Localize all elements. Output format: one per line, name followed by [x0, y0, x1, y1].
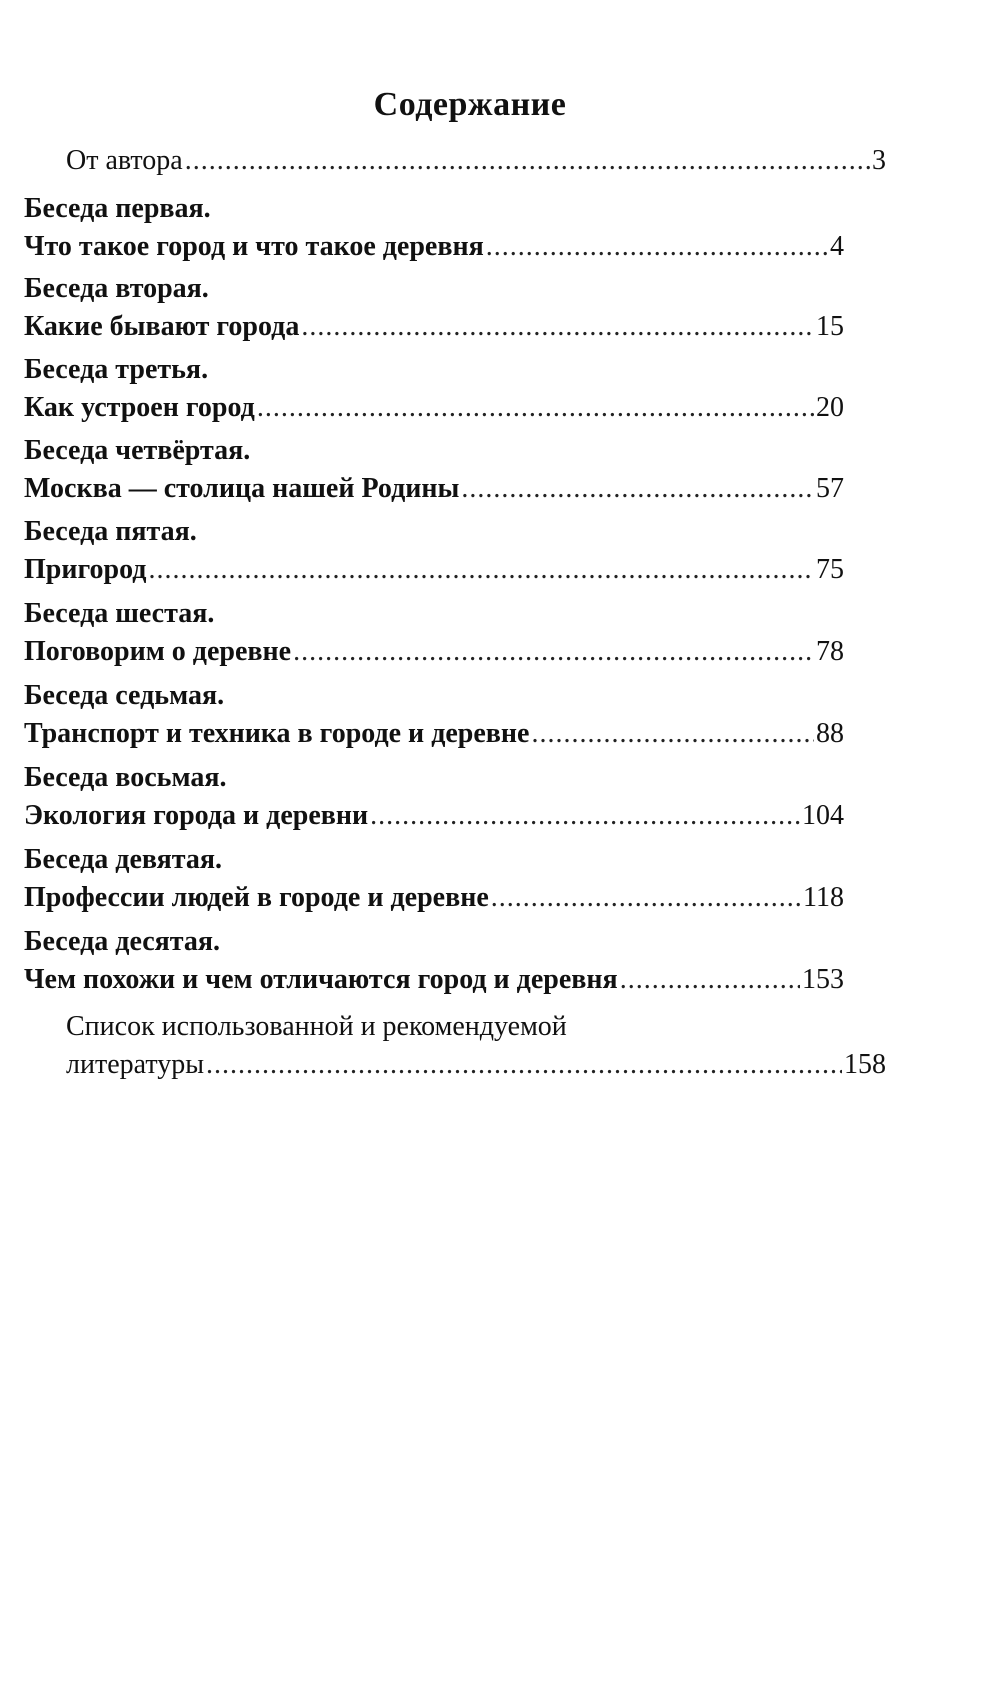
toc-entry-4: [24, 432, 844, 508]
toc-line: [24, 879, 844, 917]
dot-leader: [148, 551, 814, 589]
toc-entry-10: [24, 923, 844, 999]
toc-page-number: 20: [816, 392, 844, 423]
toc-entry-title: литературы: [66, 1049, 205, 1080]
toc-entry-title: Пригород: [24, 554, 147, 585]
toc-line: [24, 228, 844, 266]
toc-page-number: 78: [816, 636, 844, 667]
toc-entry-7: [24, 677, 844, 753]
toc-chapter-heading: Беседа шестая.: [24, 598, 215, 629]
dot-leader: [620, 961, 800, 999]
page-title: Содержание: [373, 86, 567, 123]
toc-entry-bibliography: [24, 1008, 886, 1084]
toc-page-number: 153: [802, 964, 844, 995]
toc-chapter-heading: Беседа восьмая.: [24, 762, 227, 793]
toc-chapter-heading: Беседа пятая.: [24, 516, 197, 547]
dot-leader: [257, 389, 814, 427]
toc-page-number: 3: [872, 145, 886, 176]
toc-entry-title: Как устроен город: [24, 392, 255, 423]
toc-chapter-heading: Беседа четвёртая.: [24, 435, 251, 466]
toc-entry-title: Транспорт и техника в городе и деревне: [24, 718, 530, 749]
toc-page-number: 118: [803, 882, 844, 913]
toc-entry-author-note: [24, 142, 886, 180]
toc-chapter-heading: Беседа вторая.: [24, 273, 209, 304]
toc-entry-title: Чем похожи и чем отличаются город и деревня: [24, 964, 618, 995]
toc-page-number: 158: [844, 1049, 886, 1080]
toc-line: [24, 797, 844, 835]
dot-leader: [491, 879, 801, 917]
toc-page-number: 75: [816, 554, 844, 585]
toc-entry-title: Экология города и деревни: [24, 800, 369, 831]
toc-line: [24, 551, 844, 589]
toc-chapter-heading: Беседа десятая.: [24, 926, 221, 957]
toc-entry-6: [24, 595, 844, 671]
toc-page-number: 57: [816, 473, 844, 504]
toc-entry-5: [24, 513, 844, 589]
toc-page-number: 104: [802, 800, 844, 831]
toc-chapter-heading: Беседа девятая.: [24, 844, 223, 875]
toc-line: [24, 470, 844, 508]
toc-entry-title: Москва — столица нашей Родины: [24, 473, 460, 504]
dot-leader: [293, 633, 814, 671]
toc-entry-title-first-line: Список использованной и рекомендуемой: [66, 1011, 567, 1042]
toc-chapter-heading: Беседа седьмая.: [24, 680, 225, 711]
toc-line: [24, 389, 844, 427]
toc-line: [66, 142, 886, 180]
toc-entry-title: Поговорим о деревне: [24, 636, 292, 667]
toc-entry-3: [24, 351, 844, 427]
toc-entry-8: [24, 759, 844, 835]
toc-line: [24, 308, 844, 346]
toc-chapter-heading: Беседа первая.: [24, 193, 211, 224]
toc-page-number: 88: [816, 718, 844, 749]
dot-leader: [486, 228, 828, 266]
dot-leader: [461, 470, 814, 508]
toc-line: [66, 1046, 886, 1084]
toc-line: [24, 715, 844, 753]
toc-entry-9: [24, 841, 844, 917]
toc-line: [24, 961, 844, 999]
toc-line: [24, 633, 844, 671]
toc-entry-title: От автора: [66, 145, 183, 176]
dot-leader: [206, 1046, 842, 1084]
toc-page-number: 15: [816, 311, 844, 342]
dot-leader: [185, 142, 870, 180]
toc-entry-title: Какие бывают города: [24, 311, 300, 342]
toc-entry-2: [24, 270, 844, 346]
dot-leader: [301, 308, 814, 346]
toc-entry-title: Что такое город и что такое деревня: [24, 231, 484, 262]
toc-entry-title: Профессии людей в городе и деревне: [24, 882, 489, 913]
toc-chapter-heading: Беседа третья.: [24, 354, 209, 385]
dot-leader: [531, 715, 814, 753]
toc-entry-1: [24, 190, 844, 266]
dot-leader: [370, 797, 800, 835]
toc-page-number: 4: [830, 231, 844, 262]
